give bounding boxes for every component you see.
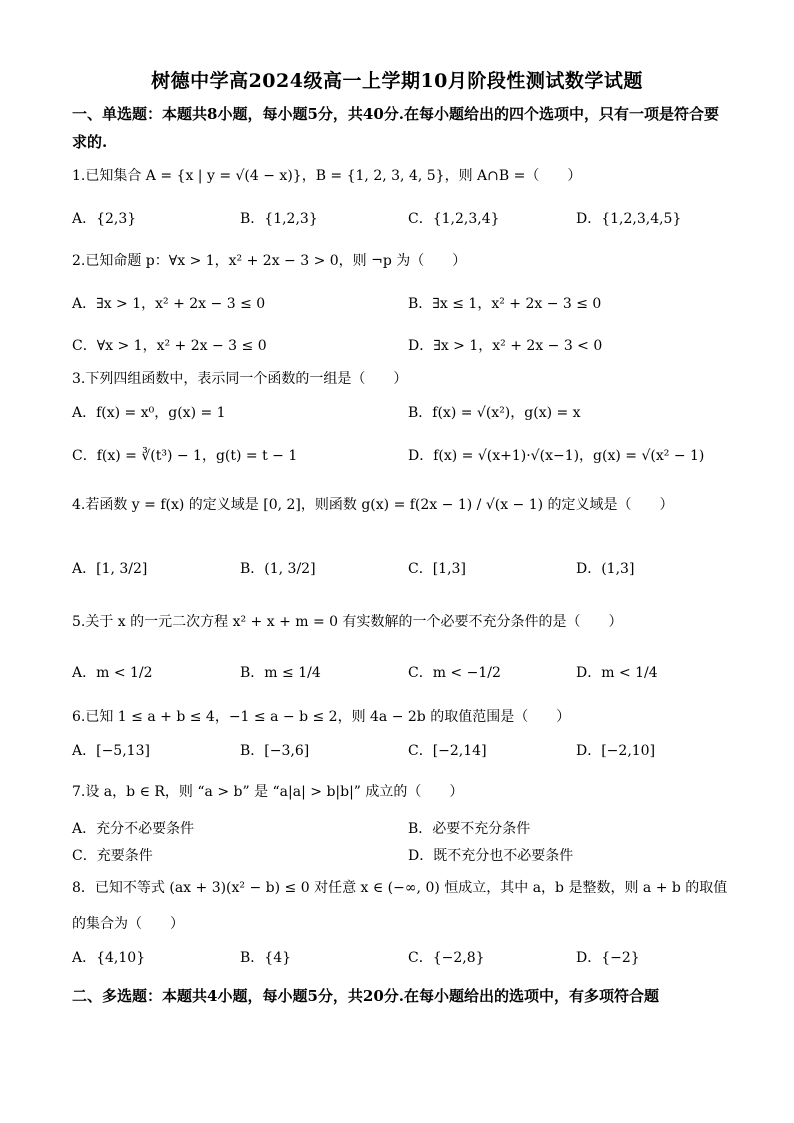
question-6-option-a: A．[−5,13] (72, 743, 150, 759)
section-heading-single-choice: 一、单选题：本题共8小题，每小题5分，共40分.在每小题给出的四个选项中，只有一项是符合要求的. (72, 105, 719, 151)
question-4-option-c: C．[1,3] (408, 561, 466, 577)
question-1-option-d: D．{1,2,3,4,5} (576, 211, 682, 227)
question-2-stem: 2.已知命题 p：∀x > 1，x² + 2x − 3 > 0，则 ¬p 为（ ） (72, 253, 467, 269)
question-7-option-c: C．充要条件 (72, 848, 153, 864)
question-5-option-c: C．m < −1/2 (408, 665, 501, 681)
question-6-option-c: C．[−2,14] (408, 743, 487, 759)
question-6-stem: 6.已知 1 ≤ a + b ≤ 4，−1 ≤ a − b ≤ 2，则 4a − 2b 的取值范围是（ ） (72, 709, 571, 725)
question-3-option-c: C．f(x) = ∛(t³) − 1，g(t) = t − 1 (72, 448, 298, 464)
question-8-option-a: A．{4,10} (72, 950, 146, 966)
question-1-option-a: A．{2,3} (72, 211, 137, 227)
question-2-option-c: C．∀x > 1，x² + 2x − 3 ≤ 0 (72, 338, 267, 354)
question-7-option-b: B．必要不充分条件 (408, 821, 531, 837)
question-8-option-b: B．{4} (240, 950, 292, 966)
question-7-option-d: D．既不充分也不必要条件 (408, 848, 574, 864)
question-4-option-d: D．(1,3] (576, 561, 635, 577)
page-title: 树德中学高2024级高一上学期10月阶段性测试数学试题 (151, 70, 643, 92)
question-5-option-b: B．m ≤ 1/4 (240, 665, 321, 681)
section-heading-multiple-choice: 二、多选题：本题共4小题，每小题5分，共20分.在每小题给出的选项中，有多项符合题 (72, 987, 659, 1005)
question-8-option-d: D．{−2} (576, 950, 640, 966)
question-1-option-b: B．{1,2,3} (240, 211, 318, 227)
question-4-option-b: B．(1, 3/2] (240, 561, 316, 577)
question-1-stem: 1.已知集合 A = {x | y = √(4 − x)}，B = {1, 2, 3, 4, 5}，则 A∩B =（ ） (72, 168, 582, 184)
question-5-option-a: A．m < 1/2 (72, 665, 153, 681)
question-8-option-c: C．{−2,8} (408, 950, 485, 966)
question-8-stem: 8．已知不等式 (ax + 3)(x² − b) ≤ 0 对任意 x ∈ (−∞, 0) 恒成立，其中 a，b 是整数，则 a + b 的取值的集合为（ ） (72, 880, 728, 932)
question-4-stem: 4.若函数 y = f(x) 的定义域是 [0, 2]，则函数 g(x) = f(2x − 1) / √(x − 1) 的定义域是（ ） (72, 497, 674, 513)
question-2-option-b: B．∃x ≤ 1，x² + 2x − 3 ≤ 0 (408, 296, 602, 312)
question-5-option-d: D．m < 1/4 (576, 665, 658, 681)
question-6-option-b: B．[−3,6] (240, 743, 310, 759)
question-2-option-d: D．∃x > 1，x² + 2x − 3 < 0 (408, 338, 603, 354)
question-5-stem: 5.关于 x 的一元二次方程 x² + x + m = 0 有实数解的一个必要不充分条件的是（ ） (72, 614, 623, 630)
question-3-stem: 3.下列四组函数中，表示同一个函数的一组是（ ） (72, 371, 408, 387)
question-1-option-c: C．{1,2,3,4} (408, 211, 500, 227)
question-2-option-a: A．∃x > 1，x² + 2x − 3 ≤ 0 (72, 296, 266, 312)
question-3-option-d: D．f(x) = √(x+1)·√(x−1)，g(x) = √(x² − 1) (408, 448, 705, 464)
question-6-option-d: D．[−2,10] (576, 743, 656, 759)
question-3-option-a: A．f(x) = x⁰，g(x) = 1 (72, 405, 226, 421)
question-4-option-a: A．[1, 3/2] (72, 561, 148, 577)
question-7-stem: 7.设 a，b ∈ R，则 “a > b” 是 “a|a| > b|b|” 成立的（ ） (72, 784, 464, 800)
question-7-option-a: A．充分不必要条件 (72, 821, 195, 837)
question-3-option-b: B．f(x) = √(x²)，g(x) = x (408, 405, 581, 421)
